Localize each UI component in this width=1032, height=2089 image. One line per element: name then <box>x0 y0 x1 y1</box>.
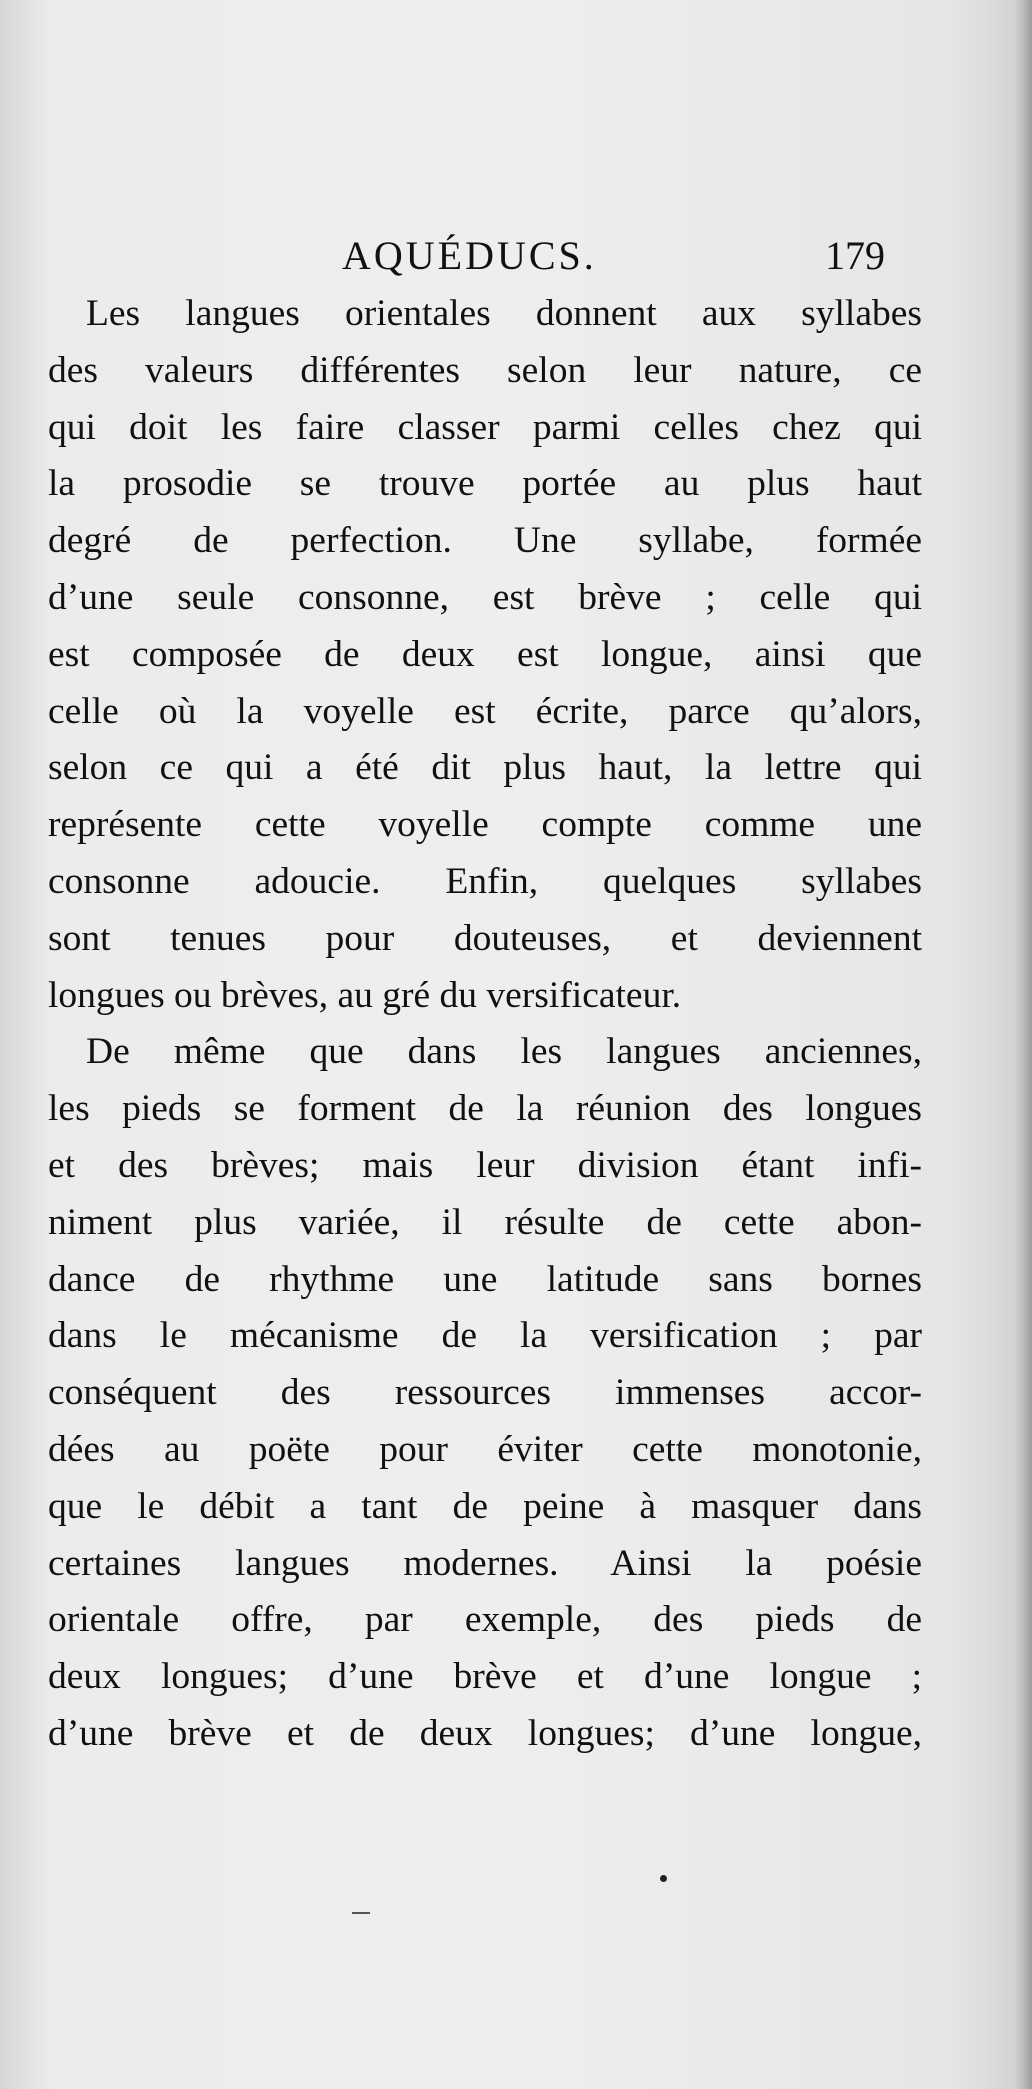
paper-speck <box>660 1875 667 1882</box>
text-line: orientale offre, par exemple, des pieds de <box>48 1599 922 1641</box>
paper-mark <box>352 1912 370 1914</box>
text-line: des valeurs différentes selon leur nature, ce <box>48 349 922 391</box>
text-line: les pieds se forment de la réunion des longues <box>48 1088 922 1130</box>
text-line: est composée de deux est longue, ainsi que <box>48 633 922 675</box>
text-line: dans le mécanisme de la versification ; par <box>48 1315 922 1357</box>
text-line: la prosodie se trouve portée au plus haut <box>48 463 922 505</box>
text-line: longues ou brèves, au gré du versificateur. <box>48 974 682 1016</box>
text-line: qui doit les faire classer parmi celles chez qui <box>48 406 922 448</box>
text-line: degré de perfection. Une syllabe, formée <box>48 520 922 562</box>
text-line: dance de rhythme une latitude sans bornes <box>48 1258 922 1300</box>
body-text <box>48 286 922 1763</box>
text-line: d’une brève et de deux longues; d’une longue, <box>48 1712 922 1754</box>
text-line: et des brèves; mais leur division étant infi- <box>48 1144 922 1186</box>
text-line: sont tenues pour douteuses, et deviennent <box>48 917 922 959</box>
page-number: 179 <box>825 233 885 278</box>
text-line: que le débit a tant de peine à masquer dans <box>48 1485 922 1527</box>
page-header <box>0 232 1032 292</box>
text-line: dées au poëte pour éviter cette monotonie, <box>48 1428 922 1470</box>
text-line: De même que dans les langues anciennes, <box>86 1031 922 1073</box>
text-line: celle où la voyelle est écrite, parce qu’alors, <box>48 690 922 732</box>
text-line: d’une seule consonne, est brève ; celle qui <box>48 576 922 618</box>
text-line: consonne adoucie. Enfin, quelques syllabes <box>48 860 922 902</box>
text-line: deux longues; d’une brève et d’une longue ; <box>48 1656 922 1698</box>
text-line: Les langues orientales donnent aux syllabes <box>86 293 922 334</box>
page-edge-shadow <box>1014 0 1032 2089</box>
text-line: conséquent des ressources immenses accor- <box>48 1372 922 1414</box>
text-line: selon ce qui a été dit plus haut, la lettre qui <box>48 747 922 789</box>
running-head: AQUÉDUCS. <box>342 233 597 278</box>
text-line: certaines langues modernes. Ainsi la poésie <box>48 1542 922 1584</box>
text-line: niment plus variée, il résulte de cette abon- <box>48 1201 922 1243</box>
text-line: représente cette voyelle compte comme une <box>48 804 922 846</box>
